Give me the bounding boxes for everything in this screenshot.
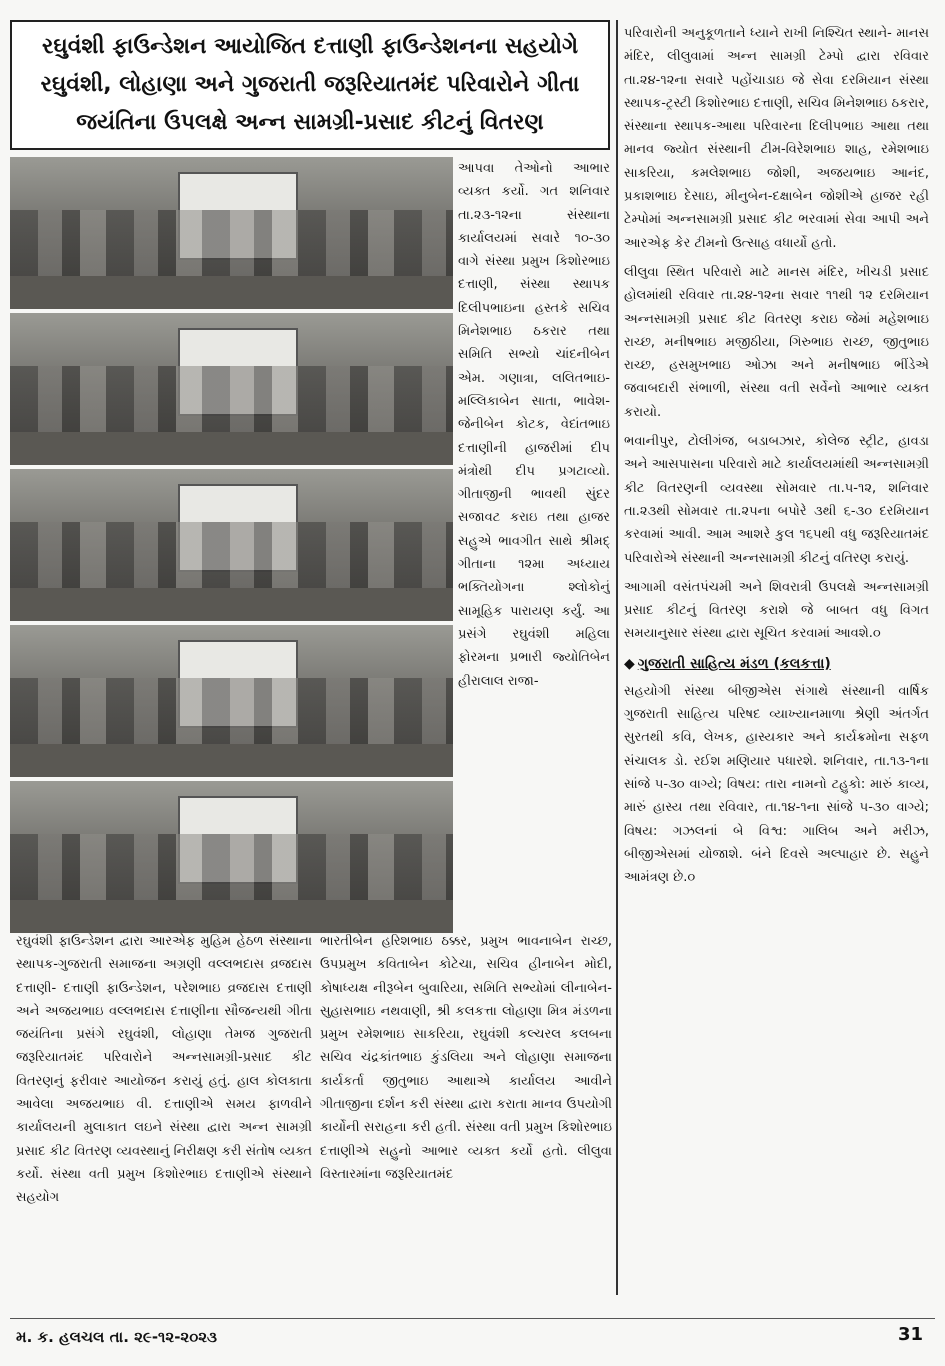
column-divider	[616, 20, 618, 1295]
subhead-text: ગુજરાતી સાહિત્ય મંડળ (કલકત્તા)	[637, 655, 831, 672]
section-subhead	[624, 652, 929, 676]
article-text-c: ભારતીબેન હરિશભાઇ ઠક્કર, પ્રમુખ ભાવનાબેન રાચ્છ, ઉપપ્રમુખ કવિતાબેન કોટેચા, સચિવ હીનાબેન મોદી, કોષાધ્યક્ષ નીરૂબેન બુવારિયા, સમિતિ સભ્યોમાં લીનાબેન-સુહાસભાઇ નથવાણી, શ્રી કલકત્તા લોહાણા મિત્ર મંડળના પ્રમુખ રમેશભાઇ સાકરિયા, રઘુવંશી કલ્ચરલ કલબના સચિવ ચંદ્રકાંતભાઇ કુંડલિયા અને લોહાણા સમાજના કાર્યકર્તા જીતુભાઇ આથાએ કાર્યાલય આવીને ગીતાજીના દર્શન કરી સંસ્થા દ્વારા કરાતા માનવ ઉપયોગી કાર્યોની સરાહના કરી હતી. સંસ્થા વતી પ્રમુખ કિશોરભાઇ દત્તાણીએ સહુનો આભાર વ્યક્ત કર્યો હતો. લીલુવા વિસ્તારમાંના જરૂરિયાતમંદ	[320, 934, 612, 1182]
headline-box	[10, 20, 610, 150]
article-text-d-2: લીલુવા સ્થિત પરિવારો માટે માનસ મંદિર, ખીચડી પ્રસાદ હોલમાંથી રવિવાર તા.૨૪-૧૨ના સવાર ૧૧થી ૧૨ દરમિયાન અન્નસામગ્રી પ્રસાદ કીટ વિતરણ કરાઇ જેમાં મહેશભાઇ રાચ્છ, મનીષભાઇ મજીઠીયા, ગિરુભાઇ રાચ્છ, જીતુભાઇ રાચ્છ, હસમુખભાઇ ઓઝા અને મનીષભાઇ ભીંડેએ જવાબદારી સંભાળી, સંસ્થા વતી સર્વેનો આભાર વ્યક્ત કરાયો.	[624, 264, 929, 420]
headline-line-3: જયંતિના ઉપલક્ષે અન્ન સામગ્રી-પ્રસાદ કીટનું વિતરણ	[76, 110, 544, 135]
article-text-d-1: પરિવારોની અનુકૂળતાને ધ્યાને રાખી નિશ્ચિત સ્થાને- માનસ મંદિર, લીલુવામાં અન્ન સામગ્રી ટેમ્પો દ્વારા રવિવાર તા.૨૪-૧૨ના સવારે પહોંચાડાઇ જે સેવા દરમિયાન સંસ્થા સ્થાપક-ટ્રસ્ટી કિશોરભાઇ દત્તાણી, સચિવ મિનેશભાઇ ઠકરાર, સંસ્થાના સ્થાપક-આથા પરિવારના દિલીપભાઇ આથા તથા માનવ જ્યોત સંસ્થાની ટીમ-વિરેશભાઇ શાહ, રમેશભાઇ સાકરિયા, કમલેશભાઇ જોશી, અજયભાઇ આનંદ, પ્રકાશભાઇ દેસાઇ, મીનુબેન-દક્ષાબેન જોશીએ હાજર રહી ટેમ્પોમાં અન્નસામગ્રી પ્રસાદ કીટ ભરવામાં સેવા આપી અને આરએફ કેર ટીમનો ઉત્સાહ વધાર્યો હતો.	[624, 26, 929, 251]
article-text-d-5: સહયોગી સંસ્થા બીજીએસ સંગાથે સંસ્થાની વાર્ષિક ગુજરાતી સાહિત્ય પરિષદ વ્યાખ્યાનમાળા શ્રેણી અંતર્ગત સુરતથી કવિ, લેખક, હાસ્યકાર અને કાર્યક્રમોના સફળ સંચાલક ડો. રઈશ મણિયાર પધારશે. શનિવાર, તા.૧૩-૧ના સાંજે ૫-૩૦ વાગ્યે; વિષય: તારા નામનો ટહુકો: મારું કાવ્ય, મારું હાસ્ય તથા રવિવાર, તા.૧૪-૧ના સાંજે ૫-૩૦ વાગ્યે; વિષય: ગઝલનાં બે વિશ્વ: ગાલિબ અને મરીઝ, બીજીએસમાં યોજાશે. બંને દિવસે અલ્પાહાર છે. સહુને આમંત્રણ છે.૦	[624, 683, 929, 886]
article-text-a: આપવા તેઓનો આભાર વ્યક્ત કર્યો. ગત શનિવાર તા.૨૩-૧૨ના સંસ્થાના કાર્યાલયમાં સવારે ૧૦-૩૦ વાગે સંસ્થા પ્રમુખ કિશોરભાઇ દત્તાણી, સંસ્થા સ્થાપક દિલીપભાઇના હસ્તકે સચિવ મિનેશભાઇ ઠકરાર તથા સમિતિ સભ્યો ચાંદનીબેન એમ. ગણાત્રા, લલિતભાઇ-મલ્લિકાબેન સાતા, ભાવેશ-જેનીબેન કોટક, વેદાંતભાઇ દત્તાણીની હાજરીમાં દીપ મંત્રોથી દીપ પ્રગટાવ્યો. ગીતાજીની ભાવથી સુંદર સજાવટ કરાઇ તથા હાજર સહુએ ભાવગીત સાથે શ્રીમદ્ ગીતાના ૧૨મા અધ્યાય ભક્તિયોગના શ્લોકોનું સામૂહિક પારાયણ કર્યું. આ પ્રસંગે રઘુવંશી મહિલા ફોરમના પ્રભારી જ્યોતિબેન હીરાલાલ રાજા-	[458, 161, 610, 689]
article-text-d-4: આગામી વસંતપંચમી અને શિવરાત્રી ઉપલક્ષે અન્નસામગ્રી પ્રસાદ કીટનું વિતરણ કરાશે જે બાબત વધુ વિગત સમયાનુસાર સંસ્થા દ્વારા સૂચિત કરવામાં આવશે.૦	[624, 579, 929, 642]
event-photo-1	[10, 157, 453, 309]
event-photo-4	[10, 625, 453, 777]
headline-line-1: રઘુવંશી ફાઉન્ડેશન આયોજિત દત્તાણી ફાઉન્ડેશનના સહયોગે	[41, 34, 579, 59]
footer-rule	[10, 1318, 935, 1319]
event-photo-5	[10, 781, 453, 933]
headline-line-2: રઘુવંશી, લોહાણા અને ગુજરાતી જરૂરિયાતમંદ પરિવારોને ગીતા	[40, 72, 580, 97]
article-column-d	[624, 22, 929, 1312]
event-photo-3	[10, 469, 453, 621]
article-text-d-3: ભવાનીપુર, ટોલીગંજ, બડાબઝાર, કોલેજ સ્ટ્રીટ, હાવડા અને આસપાસના પરિવારો માટે કાર્યાલયમાંથી અન્નસામગ્રી કીટ વિતરણની વ્યવસ્થા સોમવાર તા.૫-૧૨, શનિવાર તા.૨૩થી સોમવાર તા.૨૫ના બપોરે ૩થી ૬-૩૦ દરમિયાન કરવામાં આવી. આમ આશરે કુલ ૧૬૫થી વધુ જરૂરિયાતમંદ પરિવારોએ સંસ્થાની અન્નસામગ્રી કીટનું વતિરણ કરાયું.	[624, 434, 929, 566]
article-column-c	[320, 930, 612, 1310]
photo-collage	[10, 157, 453, 927]
event-photo-2	[10, 313, 453, 465]
article-column-a	[458, 157, 610, 927]
page-number: 31	[897, 1324, 923, 1345]
article-column-b	[16, 930, 312, 1310]
article-text-b: રઘુવંશી ફાઉન્ડેશન દ્વારા આરએફ મુહિમ હેઠળ સંસ્થાના સ્થાપક-ગુજરાતી સમાજના અગ્રણી વલ્લભદાસ વ્રજદાસ દત્તાણી- દત્તાણી ફાઉન્ડેશન, પરેશભાઇ વ્રજદાસ દત્તાણી અને અજયભાઇ વલ્લભદાસ દત્તાણીના સૌજન્યથી ગીતા જયંતિના પ્રસંગે રઘુવંશી, લોહાણા તેમજ ગુજરાતી જરૂરિયાતમંદ પરિવારોને અન્નસામગ્રી-પ્રસાદ કીટ વિતરણનું ફરીવાર આયોજન કરાયું હતું. હાલ કોલકાતા આવેલા અજયભાઇ વી. દત્તાણીએ સમય ફાળવીને કાર્યાલયની મુલાકાત લઇને સંસ્થા દ્વારા અન્ન સામગ્રી પ્રસાદ કીટ વિતરણ વ્યવસ્થાનું નિરીક્ષણ કરી સંતોષ વ્યક્ત કર્યો. સંસ્થા વતી પ્રમુખ કિશોરભાઇ દત્તાણીએ સંસ્થાને સહયોગ	[16, 934, 312, 1206]
publication-footer: મ. ક. હલચલ તા. ૨૯-૧૨-૨૦૨૩	[16, 1328, 218, 1346]
diamond-icon: ◆	[624, 655, 635, 672]
